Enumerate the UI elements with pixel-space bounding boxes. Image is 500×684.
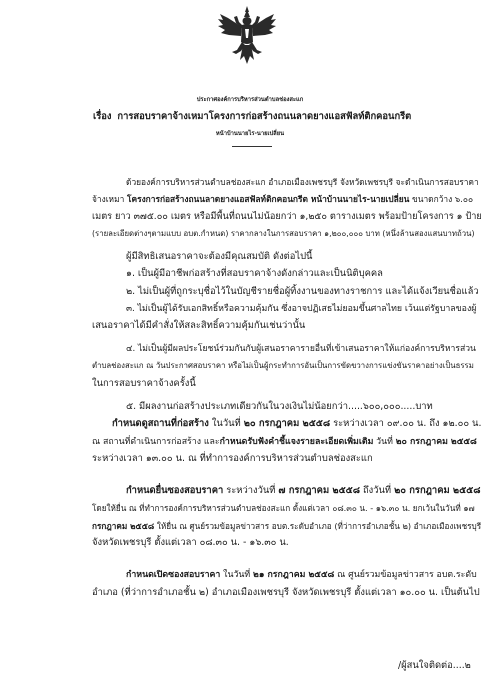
opening-text: ในวันที่	[223, 570, 251, 580]
agency-title: ประกาศองค์การบริหารส่วนตำบลช่องสะแก	[196, 97, 304, 103]
submission-label: กำหนดยื่นซองสอบราคา	[126, 485, 224, 496]
site-visit-place: ณ สถานที่ดำเนินการก่อสร้าง และ	[92, 437, 220, 447]
intro-line-2-pre: จ้างเหมา	[92, 194, 125, 204]
qualification-item: ๒. ไม่เป็นผู้ที่ถูกระบุชื่อไว้ในบัญชีรายชื่อผู้ทิ้งงานของทางราชการ และได้แจ้งเวียนชื่อแล้ว	[126, 286, 479, 297]
qualifications-heading: ผู้มีสิทธิเสนอราคาจะต้องมีคุณสมบัติ ดังต่อไปนี้	[126, 251, 313, 262]
qualification-item: ๑. เป็นผู้มีอาชีพก่อสร้างที่สอบราคาจ้างดังกล่าวและเป็นนิติบุคคล	[126, 268, 383, 279]
subject-line	[93, 111, 411, 123]
submission-end-date: ๒๐ กรกฎาคม ๒๕๕๘	[394, 485, 481, 496]
site-visit-label: กำหนดดูสถานที่ก่อสร้าง	[112, 418, 209, 429]
submission-text: ระหว่างวันที่	[226, 485, 276, 496]
site-visit-line-1	[112, 418, 482, 430]
subject-line-2: หน้าบ้านนายไร-นายเปลี่ยน	[215, 131, 285, 137]
title-divider	[232, 146, 272, 147]
intro-line-2	[92, 193, 482, 205]
intro-line-1: ด้วยองค์การบริหารส่วนตำบลช่องสะแก อำเภอเมืองเพชรบุรี จังหวัดเพชรบุรี จะดำเนินการสอบราคา	[126, 177, 479, 187]
intro-line-3: เมตร ยาว ๓๗๕.๐๐ เมตร หรือมีพื้นที่ถนนไม่น้อยกว่า ๑,๒๕๐ ตารางเมตร พร้อมป้ายโครงการ ๑ ป้าย	[92, 211, 482, 222]
site-visit-line-3: ระหว่างเวลา ๑๓.๐๐ น. ณ ที่ทำการองค์การบริหารส่วนตำบลช่องสะแก	[92, 453, 373, 464]
qualification-item-cont: ตำบลช่องสะแก ณ วันประกาศสอบราคา หรือไม่เป็นผู้กระทำการอันเป็นการขัดขวางการแข่งขันราคาอย่างเป็นธรรม	[92, 361, 474, 370]
continuation-note: /ผู้สนใจติดต่อ....๒	[398, 660, 471, 671]
submission-line-1	[126, 485, 481, 497]
opening-label: กำหนดเปิดซองสอบราคา	[126, 570, 221, 580]
qualification-item-cont: เสนอราคาได้มีคำสั่งให้สละสิทธิ์ความคุ้มกันเช่นว่านั้น	[92, 320, 306, 331]
submission-start-date: ๗ กรกฎาคม ๒๕๕๘	[278, 485, 360, 496]
opening-date: ๒๑ กรกฎาคม ๒๕๕๘	[253, 570, 335, 580]
intro-line-2-post: ขนาดกว้าง ๖.๐๐	[412, 194, 474, 204]
site-visit-date: ๒๐ กรกฎาคม ๒๕๕๘	[243, 418, 331, 429]
site-visit-line-2	[92, 436, 482, 448]
qualification-item: ๕. มีผลงานก่อสร้างประเภทเดียวกันในวงเงินไม่น้อยกว่า.....๖๐๐,๐๐๐.....บาท	[126, 401, 433, 412]
intro-line-4: (รายละเอียดต่างๆตามแบบ อบต.กำหนด) ราคากลางในการสอบราคา ๑,๒๐๐,๐๐๐ บาท (หนึ่งล้านสองแสนบาทถ้วน)	[92, 229, 475, 238]
subject-text: การสอบราคาจ้างเหมาโครงการก่อสร้างถนนลาดยางแอสฟัลท์ติกคอนกรีต	[117, 111, 412, 122]
qualification-item: ๓. ไม่เป็นผู้ได้รับเอกสิทธิ์หรือความคุ้มกัน ซึ่งอาจปฏิเสธไม่ยอมขึ้นศาลไทย เว้นแต่รัฐบาลของผู้	[126, 304, 477, 314]
subject-label: เรื่อง	[93, 111, 112, 122]
briefing-label: กำหนดรับฟังคำชี้แจงรายละเอียดเพิ่มเติม	[219, 437, 374, 447]
briefing-text: วันที่	[376, 437, 393, 447]
submission-line-4: จังหวัดเพชรบุรี ตั้งแต่เวลา ๐๘.๓๐ น. - ๑๖.๓๐ น.	[92, 537, 289, 548]
qualification-item-cont: ในการสอบราคาจ้างครั้งนี้	[92, 378, 196, 389]
site-visit-time: ระหว่างเวลา ๐๙.๐๐ น. ถึง ๑๒.๐๐ น.	[333, 418, 482, 429]
opening-place: ณ ศูนย์รวมข้อมูลข่าวสาร อบต.ระดับ	[337, 570, 477, 580]
submission-exception-text: ให้ยื่น ณ ศูนย์รวมข้อมูลข่าวสาร อบต.ระดับอำเภอ (ที่ว่าการอำเภอชั้น ๒) อำเภอเมืองเพชรบุรี	[156, 521, 482, 531]
briefing-date: ๒๐ กรกฎาคม ๒๕๕๘	[395, 437, 477, 447]
project-name: โครงการก่อสร้างถนนลาดยางแอสฟัลท์ติกคอนกรีต หน้าบ้านนายไร-นายเปลี่ยน	[126, 194, 410, 204]
submission-line-2: โดยให้ยื่น ณ ที่ทำการองค์การบริหารส่วนตำบลช่องสะแก ตั้งแต่เวลา ๐๘.๓๐ น. - ๑๖.๓๐ น. ยกเว้นในวันที่ ๑๗	[92, 503, 475, 513]
site-visit-text: ในวันที่	[211, 418, 241, 429]
opening-line-2: อำเภอ (ที่ว่าการอำเภอชั้น ๒) อำเภอเมืองเพชรบุรี จังหวัดเพชรบุรี ตั้งแต่เวลา ๑๐.๐๐ น. เป็นต้นไป	[92, 587, 480, 598]
submission-text-2: ถึงวันที่	[362, 485, 392, 496]
submission-line-3	[92, 520, 482, 532]
qualification-item: ๔. ไม่เป็นผู้มีผลประโยชน์ร่วมกันกับผู้เสนอราคารายอื่นที่เข้าเสนอราคาให้แก่องค์การบริหารส่วน	[126, 344, 476, 354]
garuda-emblem-icon	[214, 4, 280, 68]
submission-exception-date: กรกฎาคม ๒๕๕๘	[92, 521, 155, 531]
opening-line-1	[126, 569, 481, 581]
